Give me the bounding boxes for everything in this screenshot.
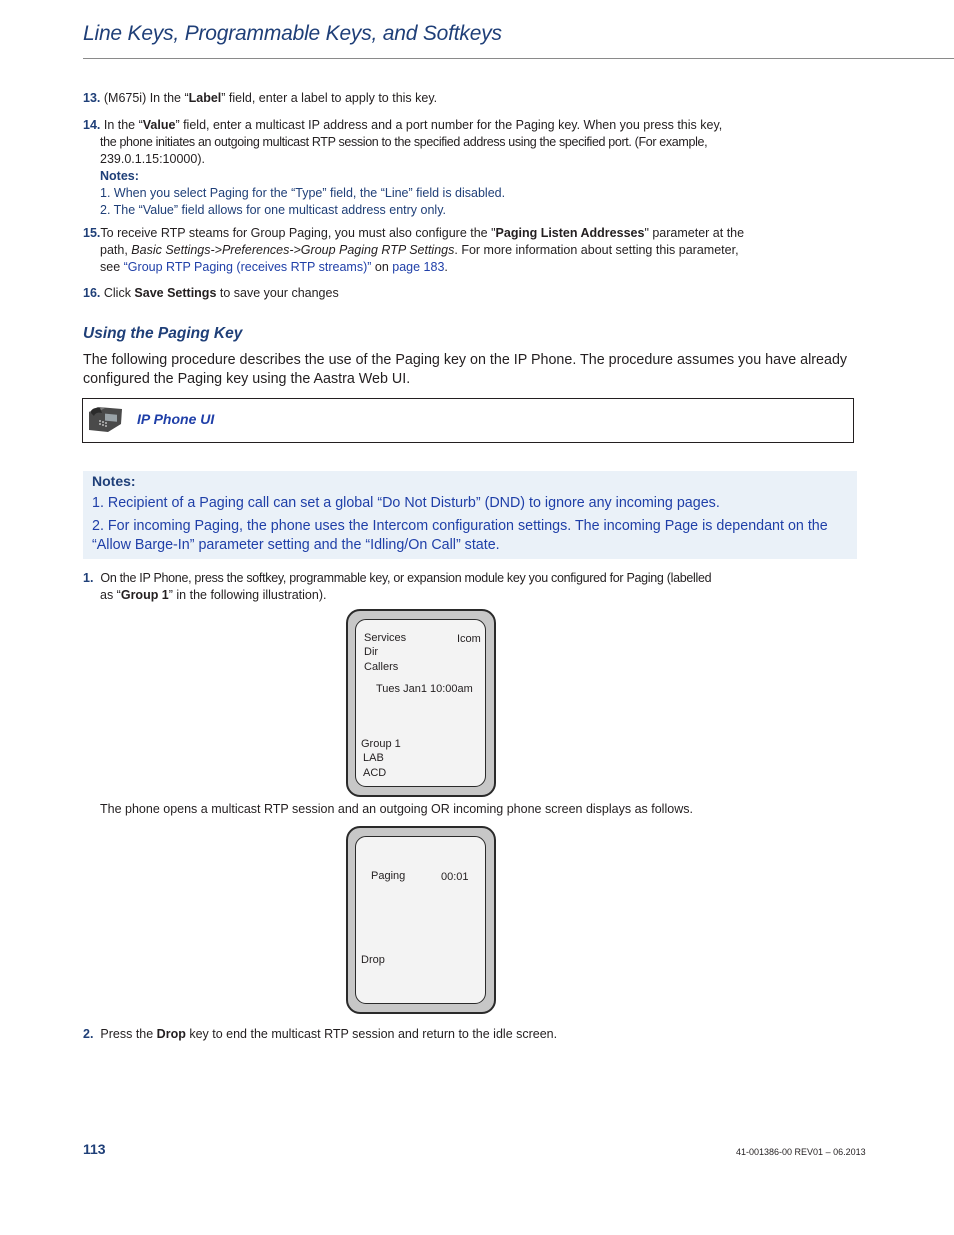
ip-phone-ui-label: IP Phone UI	[137, 411, 215, 427]
settings-path: Basic Settings->Preferences->Group Paging RTP Settings	[131, 243, 455, 257]
phone-screen-paging	[346, 826, 496, 1014]
step-13	[83, 90, 773, 107]
softkey-lab[interactable]: LAB	[363, 752, 384, 764]
page-header-title: Line Keys, Programmable Keys, and Softkeys	[83, 22, 502, 45]
step-text: In the “	[100, 118, 143, 132]
field-value-name: Value	[142, 118, 176, 132]
call-timer: 00:01	[441, 871, 469, 883]
softkey-group-1[interactable]: Group 1	[361, 738, 401, 750]
desk-phone-icon	[86, 404, 124, 439]
paging-status: Paging	[371, 870, 406, 882]
drop-key-name: Drop	[156, 1027, 186, 1041]
note-item: 1. When you select Paging for the “Type” field, the “Line” field is disabled.	[100, 186, 506, 200]
step-text: " parameter at the	[644, 226, 745, 240]
notes-title: Notes:	[92, 473, 136, 489]
step-number: 14.	[83, 118, 101, 132]
procedure-step-1	[83, 570, 783, 604]
step-text: On the IP Phone, press the softkey, programmable key, or expansion module key you configured for Paging (labelled	[100, 571, 712, 585]
page-183-link[interactable]: page 183	[392, 260, 445, 274]
field-label-name: Label	[188, 91, 222, 105]
step-number: 2.	[83, 1027, 94, 1041]
step-text: on	[371, 260, 393, 274]
step-text: To receive RTP steams for Group Paging, you must also configure the "	[100, 226, 496, 240]
step-text: as “	[100, 588, 121, 602]
group-rtp-paging-link[interactable]: “Group RTP Paging (receives RTP streams)”	[123, 260, 372, 274]
step-text: Click	[100, 286, 135, 300]
step-text: 239.0.1.15:10000).	[100, 152, 205, 166]
step-text: to save your changes	[216, 286, 339, 300]
procedure-between-text: The phone opens a multicast RTP session and an outgoing OR incoming phone screen displays as follows.	[100, 802, 693, 816]
page-number: 113	[83, 1141, 106, 1157]
step-text: path,	[100, 243, 132, 257]
section-intro: The following procedure describes the use of the Paging key on the IP Phone. The procedure assumes you have already configured the Paging key using the Aastra Web UI.	[83, 352, 848, 387]
save-settings-name: Save Settings	[134, 286, 217, 300]
step-text: key to end the multicast RTP session and return to the idle screen.	[185, 1027, 558, 1041]
notes-title: Notes:	[100, 169, 139, 183]
header-divider	[83, 58, 954, 59]
document-id: 41-001386-00 REV01 – 06.2013	[736, 1147, 866, 1157]
step-15	[83, 225, 773, 276]
softkey-dir[interactable]: Dir	[364, 646, 379, 658]
step-number: 16.	[83, 286, 101, 300]
step-text: .	[444, 260, 448, 274]
softkey-services[interactable]: Services	[364, 632, 407, 644]
section-heading: Using the Paging Key	[83, 325, 243, 342]
note-item: 2. For incoming Paging, the phone uses the Intercom configuration settings. The incoming Page is dependant on the “Allow Barge-In” parameter setting and the “Idling/On Call” state.	[92, 518, 828, 553]
step-number: 1.	[83, 571, 94, 585]
softkey-acd[interactable]: ACD	[363, 767, 387, 779]
step-14	[83, 117, 773, 219]
softkey-icom[interactable]: Icom	[457, 633, 481, 645]
step-text: (M675i) In the “	[100, 91, 189, 105]
step-number: 13.	[83, 91, 101, 105]
step-16	[83, 285, 773, 302]
phone-screen-idle	[346, 609, 496, 797]
step-text: the phone initiates an outgoing multicast RTP session to the specified address using the specified port. (For example,	[100, 135, 708, 149]
group-1-name: Group 1	[120, 588, 169, 602]
note-item: 2. The “Value” field allows for one multicast address entry only.	[100, 203, 446, 217]
phone-display	[355, 619, 486, 787]
step-text: Press the	[100, 1027, 157, 1041]
step-text: see	[100, 260, 124, 274]
step-text: ” field, enter a multicast IP address and a port number for the Paging key. When you press this key,	[175, 118, 723, 132]
step-text: . For more information about setting this parameter,	[454, 243, 739, 257]
phone-display	[355, 836, 486, 1004]
date-time-display: Tues Jan1 10:00am	[376, 683, 473, 695]
softkey-callers[interactable]: Callers	[364, 661, 399, 673]
note-item: 1. Recipient of a Paging call can set a global “Do Not Disturb” (DND) to ignore any incoming pages.	[92, 495, 720, 511]
step-text: ” in the following illustration).	[168, 588, 327, 602]
step-number: 15.	[83, 226, 101, 240]
procedure-step-2	[83, 1026, 783, 1043]
step-text: ” field, enter a label to apply to this key.	[221, 91, 438, 105]
parameter-name: Paging Listen Addresses	[495, 226, 645, 240]
softkey-drop[interactable]: Drop	[361, 954, 385, 966]
